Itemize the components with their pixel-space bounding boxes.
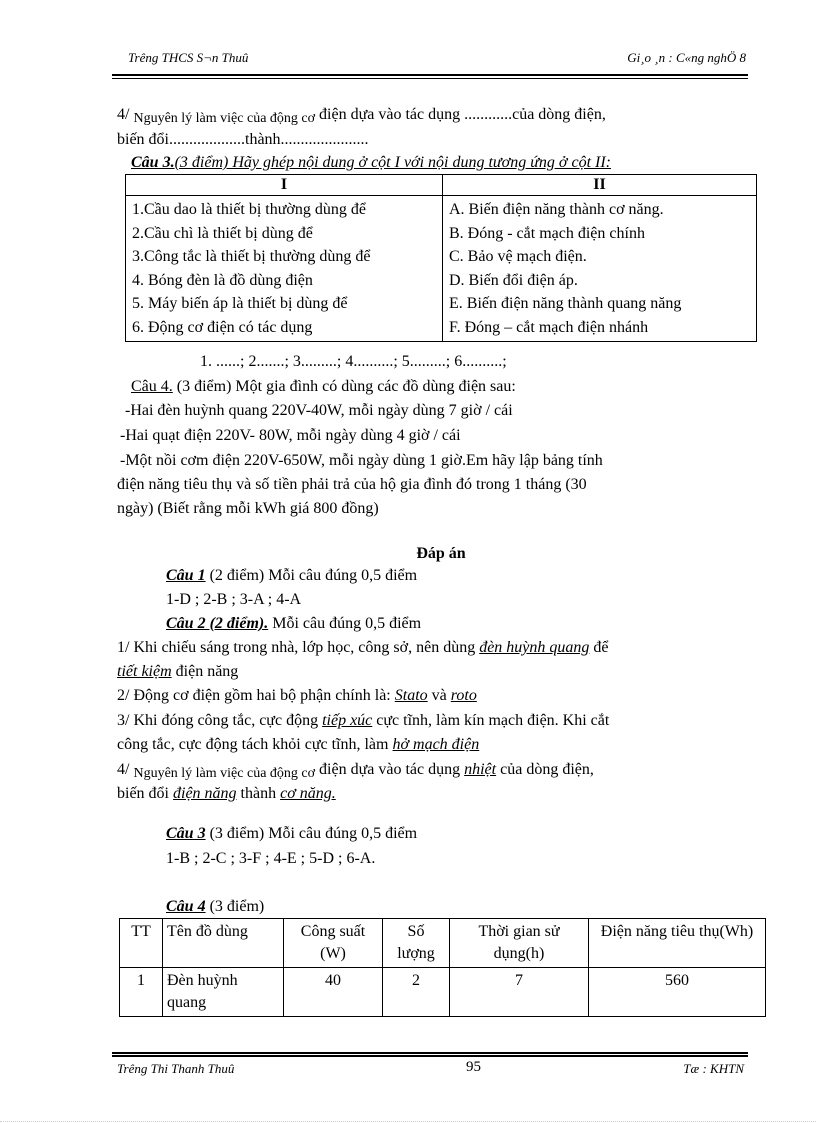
answer-title: Đáp án [416, 545, 466, 562]
question-4-line1: 4/ Nguyên lý làm việc của động cơ điện dựa vào tác dụng ............của dòng điện, [117, 106, 606, 126]
question-4-item1: -Hai đèn huỳnh quang 220V-40W, mỗi ngày dùng 7 giờ / cái [125, 402, 513, 419]
answer-1-values: 1-D ; 2-B ; 3-A ; 4-A [166, 591, 302, 608]
question-4-line4: điện năng tiêu thụ và số tiền phải trả của hộ gia đình đó trong 1 tháng (30 [117, 476, 587, 493]
footer-author: Trêng Thi Thanh Thuû [117, 1061, 235, 1076]
answer-1-title: Câu 1 (2 điểm) Mỗi câu đúng 0,5 điểm [166, 567, 418, 584]
footer-rule-thin [112, 1052, 748, 1054]
column-ii-items: A. Biến điện năng thành cơ năng. B. Đóng - cắt mạch điện chính C. Bảo vệ mạch điện. D. Biến đổi điện áp. E. Biến điện năng thành quang năng F. Đóng – cắt mạch điện nhánh [443, 196, 757, 342]
answer-2-sentence-4-cont: biến đổi điện năng thành cơ năng. [117, 785, 336, 802]
answer-2-sentence-3: 3/ Khi đóng công tắc, cực động tiếp xúc cực tĩnh, làm kín mạch điện. Khi cắt [117, 712, 610, 729]
page-number: 95 [466, 1059, 481, 1075]
question-4-title: Câu 4. (3 điểm) Một gia đình có dùng các đồ dùng điện sau: [131, 378, 516, 395]
answer-4-title: Câu 4 (3 điểm) [166, 898, 265, 915]
question-4-item3: -Một nồi cơm điện 220V-650W, mỗi ngày dùng 1 giờ.Em hãy lập bảng tính [120, 452, 603, 469]
answer-2-sentence-3-cont: công tắc, cực động tách khỏi cực tĩnh, làm hở mạch điện [117, 736, 480, 753]
answer-2-sentence-1-cont: tiết kiệm điện năng [117, 663, 239, 680]
footer-group: Tæ : KHTN [683, 1061, 744, 1076]
header-school: Trêng THCS S¬n Thuû [128, 50, 249, 65]
energy-table [119, 918, 766, 1017]
footer-rule-thick [112, 1055, 748, 1057]
column-ii-header: II [443, 175, 757, 196]
question-4-line5: ngày) (Biết rằng mỗi kWh giá 800 đồng) [117, 500, 379, 517]
answer-2-sentence-4: 4/ Nguyên lý làm việc của động cơ điện dựa vào tác dụng nhiệt của dòng điện, [117, 761, 594, 781]
answer-3-values: 1-B ; 2-C ; 3-F ; 4-E ; 5-D ; 6-A. [166, 850, 376, 867]
page-edge [0, 1121, 816, 1122]
answer-2-sentence-1: 1/ Khi chiếu sáng trong nhà, lớp học, công sở, nên dùng đèn huỳnh quang để [117, 639, 609, 656]
answer-3-title: Câu 3 (3 điểm) Mỗi câu đúng 0,5 điểm [166, 825, 418, 842]
question-4-item2: -Hai quạt điện 220V- 80W, mỗi ngày dùng 4 giờ / cái [120, 427, 461, 444]
header-rule-thin [112, 78, 748, 79]
answer-2-title: Câu 2 (2 điểm). Mỗi câu đúng 0,5 điểm [166, 615, 422, 632]
matching-table [125, 174, 757, 342]
question-3-title: Câu 3.(3 điểm) Hãy ghép nội dung ở cột I với nội dung tương ứng ở cột II: [131, 154, 611, 171]
header-rule-thick [112, 74, 748, 76]
matching-answer-line: 1. ......; 2.......; 3.........; 4..........; 5.........; 6..........; [200, 353, 507, 370]
table-row: 1 Đèn huỳnh quang 40 2 7 560 [120, 968, 766, 1017]
answer-2-sentence-2: 2/ Động cơ điện gồm hai bộ phận chính là: Stato và roto [117, 687, 477, 704]
column-i-header: I [126, 175, 443, 196]
column-i-items: 1.Cầu dao là thiết bị thường dùng để 2.Cầu chì là thiết bị dùng để 3.Công tắc là thiết bị thường dùng để 4. Bóng đèn là đồ dùng điện 5. Máy biến áp là thiết bị dùng để 6. Động cơ điện có tác dụng [126, 196, 443, 342]
energy-table-header: TT Tên đồ dùng Công suất (W) Số lượng Thời gian sử dụng(h) Điện năng tiêu thụ(Wh) [120, 919, 766, 968]
header-subject: Gi¸o ¸n : C«ng nghÖ 8 [627, 50, 746, 65]
question-4-line2: biến đổi...................thành...................... [117, 131, 369, 148]
